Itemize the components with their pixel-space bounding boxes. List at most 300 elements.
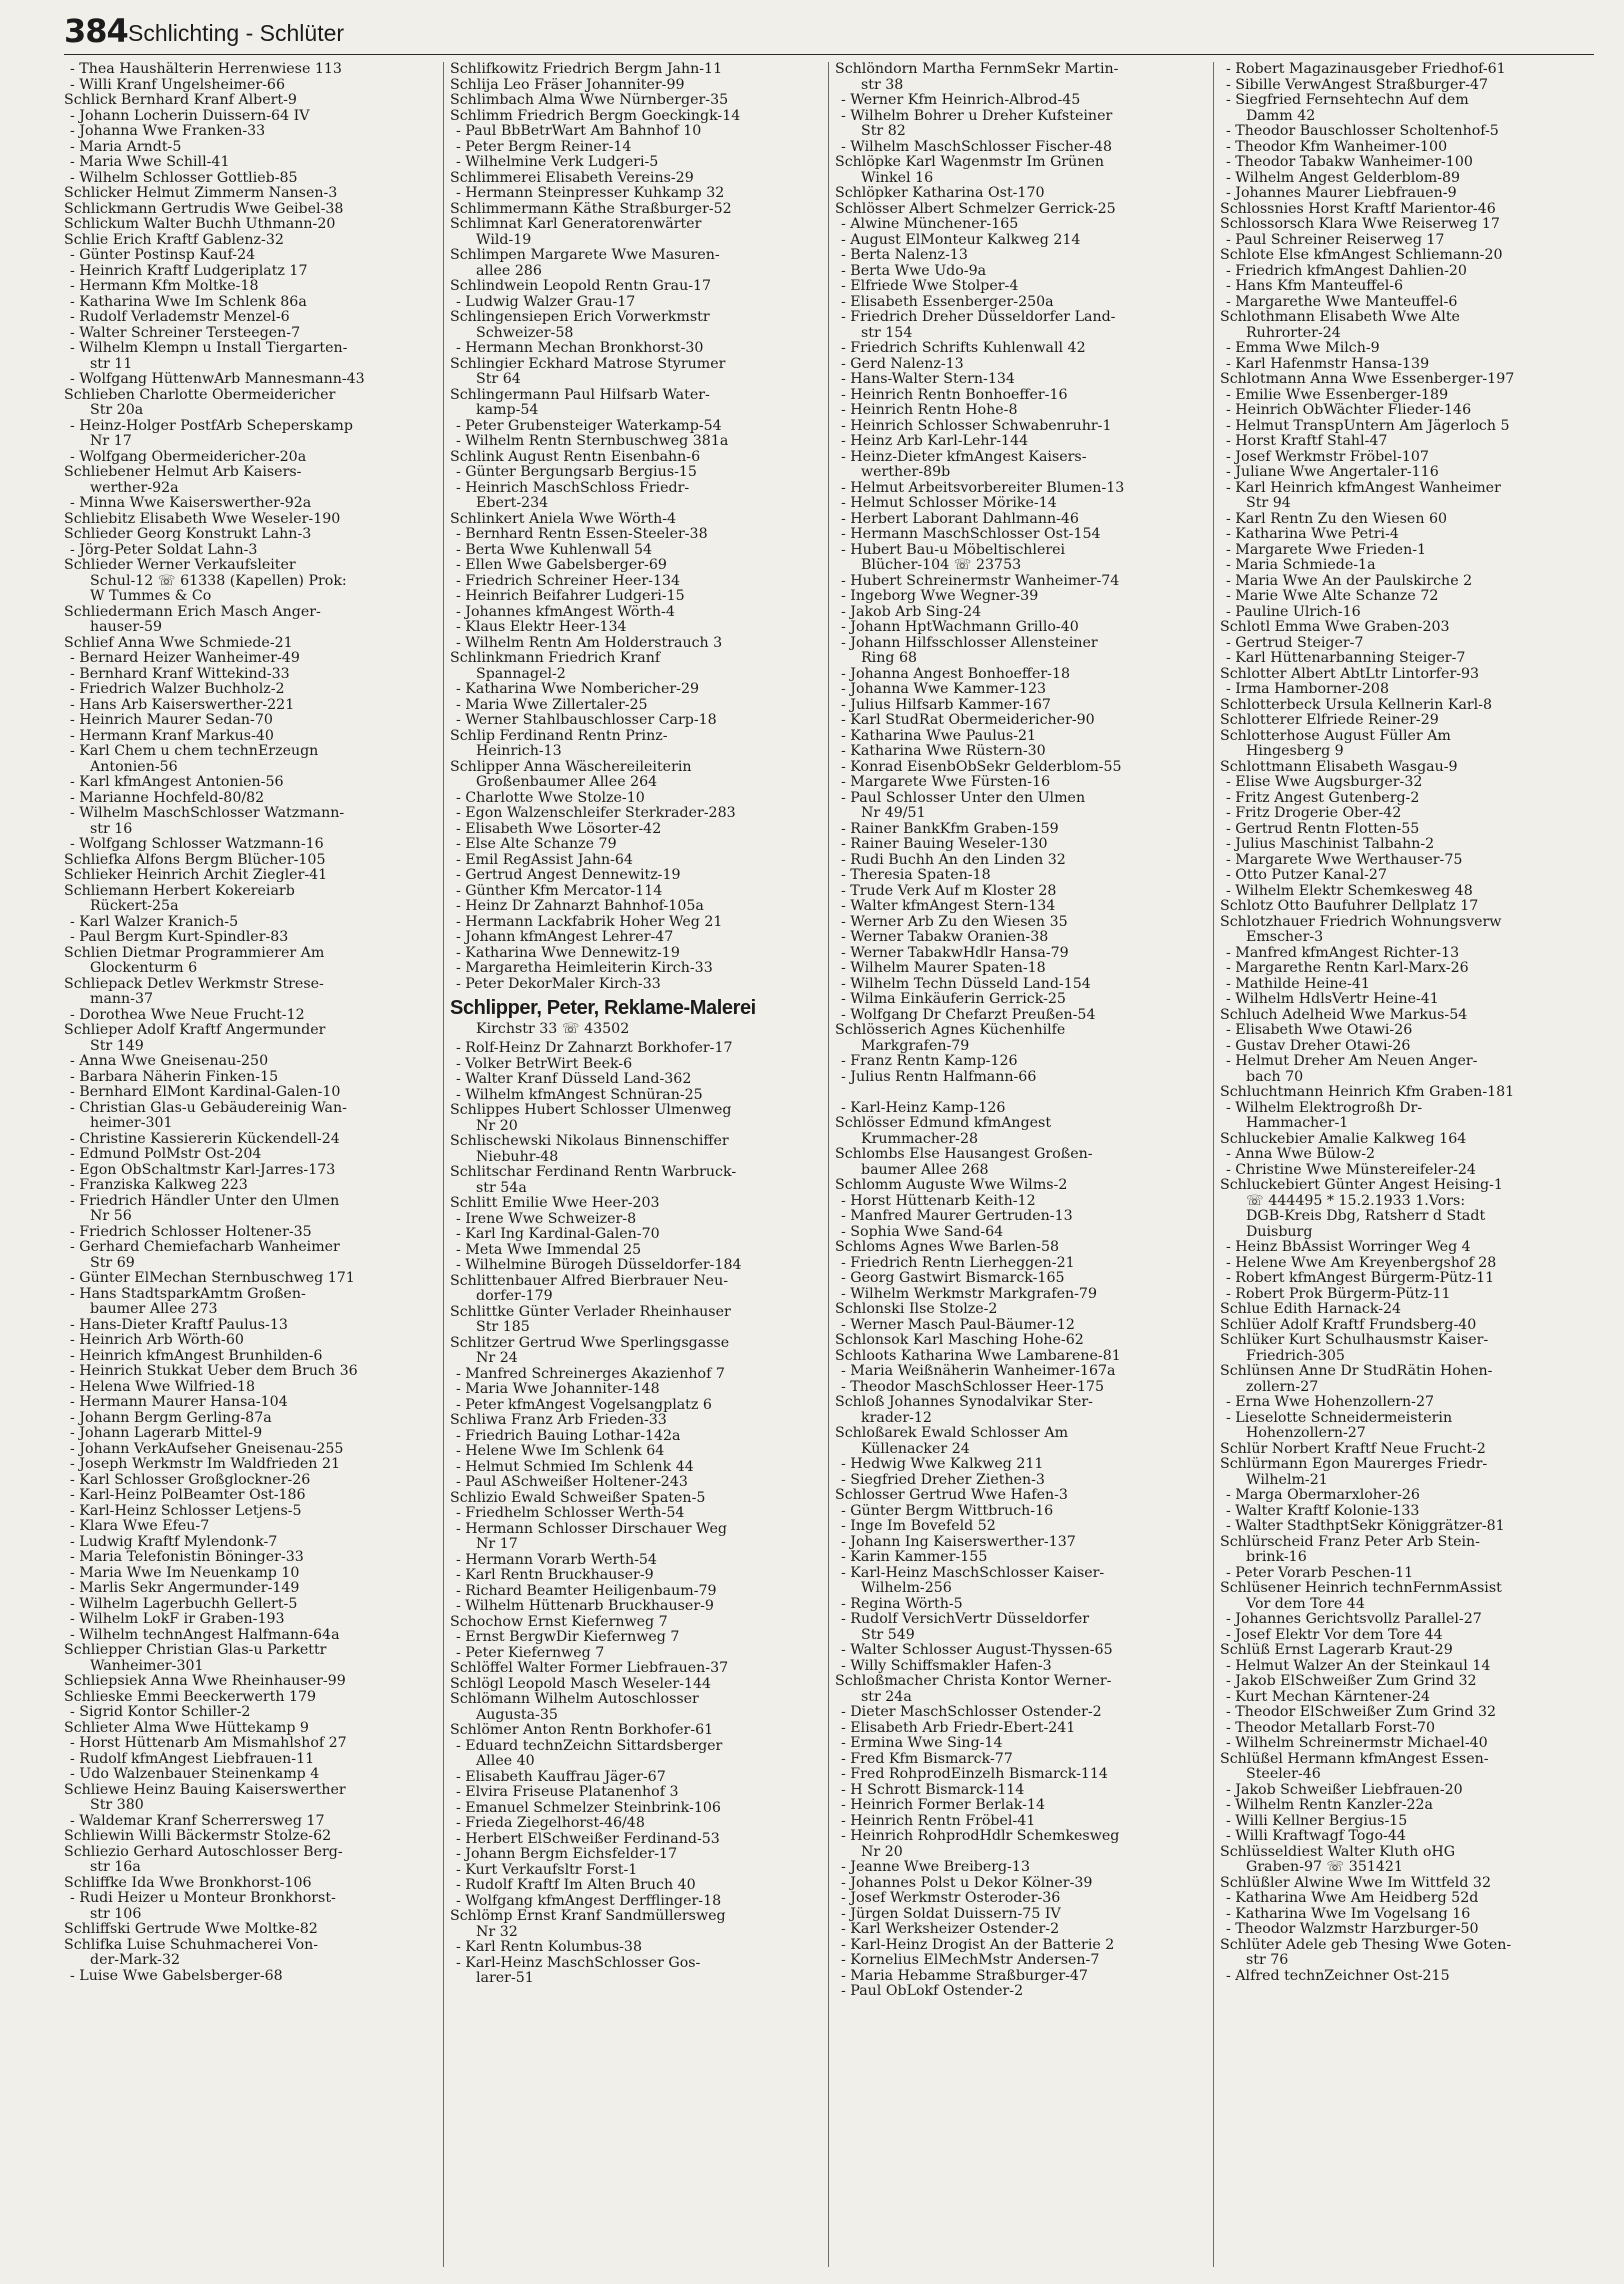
directory-entry: Schlipper Anna Wäschereileiterin	[450, 759, 692, 775]
directory-entry: Schlonsok Karl Masching Hohe-62	[835, 1333, 1084, 1348]
directory-subentry: - Maria Wwe Im Neuenkamp 10	[70, 1565, 300, 1581]
directory-entry: Schlinkmann Friedrich Kranf	[450, 651, 661, 666]
directory-entry: Schlossnies Horst Kraftf Marientor-46	[1220, 201, 1496, 217]
directory-subentry: - Hermann Schlosser Dirschauer Weg	[456, 1521, 727, 1537]
directory-subentry: - Heinrich Stukkat Ueber dem Bruch 36	[70, 1364, 358, 1379]
entry-continuation: zollern-27	[1246, 1379, 1319, 1395]
directory-subentry: - Elisabeth Wwe Lösorter-42	[456, 821, 662, 837]
entry-continuation: kamp-54	[476, 403, 539, 418]
directory-subentry: - Meta Wwe Immendal 25	[456, 1242, 642, 1258]
directory-subentry: - Waldemar Kranf Scherrersweg 17	[70, 1813, 325, 1829]
entry-continuation: Graben-97 ☏ 351421	[1246, 1860, 1403, 1875]
directory-subentry: - Inge Im Bovefeld 52	[841, 1519, 996, 1534]
page-title: Schlichting - Schlüter	[128, 20, 345, 46]
directory-subentry: - Heinrich Kraftf Ludgeriplatz 17	[70, 263, 308, 279]
directory-subentry: - Emanuel Schmelzer Steinbrink-106	[456, 1800, 721, 1816]
entry-continuation: Heinrich-13	[476, 744, 562, 759]
directory-subentry: - Werner Masch Paul-Bäumer-12	[841, 1317, 1075, 1333]
entry-continuation: Wild-19	[476, 232, 532, 248]
directory-subentry: - Rolf-Heinz Dr Zahnarzt Borkhofer-17	[456, 1041, 733, 1056]
column-2	[443, 62, 828, 2267]
directory-entry: Schlüßel Hermann kfmAngest Essen-	[1220, 1751, 1489, 1767]
directory-subentry: - Helene Wwe Am Kreyenbergshof 28	[1226, 1255, 1497, 1271]
directory-subentry: - Anna Wwe Bülow-2	[1226, 1147, 1376, 1162]
directory-subentry: - Günter ElMechan Sternbuschweg 171	[70, 1271, 355, 1286]
entry-continuation: Nr 49/51	[861, 806, 926, 821]
directory-subentry: - Hermann Kfm Moltke-18	[70, 279, 259, 294]
entry-continuation: DGB-Kreis Dbg, Ratsherr d Stadt	[1246, 1209, 1486, 1224]
directory-subentry: - Karl StudRat Obermeidericher-90	[841, 713, 1095, 728]
directory-subentry: - Mathilde Heine-41	[1226, 976, 1370, 992]
directory-subentry: - Gertrud Steiger-7	[1226, 635, 1364, 651]
directory-entry: Schliedermann Erich Masch Anger-	[64, 604, 321, 620]
directory-subentry: - Hans Arb Kaiserswerther-221	[70, 697, 295, 713]
directory-subentry: - Wilhelm Rentn Sternbuschweg 381a	[456, 434, 729, 449]
directory-subentry: - Johannes Gerichtsvollz Parallel-27	[1226, 1612, 1482, 1627]
entry-continuation: str 76	[1246, 1953, 1289, 1968]
directory-subentry: - Elise Wwe Augsburger-32	[1226, 775, 1423, 790]
directory-subentry: - Rudolf VersichVertr Düsseldorfer	[841, 1612, 1090, 1627]
directory-subentry: - Karl-Heinz Schlosser Letjens-5	[70, 1503, 302, 1519]
directory-subentry: - Maria Hebamme Straßburger-47	[841, 1968, 1088, 1984]
directory-entry: Schlieter Alma Wwe Hüttekamp 9	[64, 1720, 309, 1736]
directory-subentry: - Friedrich kfmAngest Dahlien-20	[1226, 263, 1467, 279]
directory-entry: Schlote Else kfmAngest Schliemann-20	[1220, 248, 1503, 263]
directory-subentry: - Friedrich Schreiner Heer-134	[456, 573, 681, 589]
directory-entry: Schlotl Emma Wwe Graben-203	[1220, 620, 1450, 635]
directory-entry: Schlie Erich Kraftf Gablenz-32	[64, 232, 284, 248]
directory-subentry: - Karl-Heinz MaschSchlosser Kaiser-	[841, 1565, 1105, 1581]
directory-subentry: - Christine Kassiererin Kückendell-24	[70, 1131, 340, 1147]
directory-subentry: - Friedrich Dreher Düsseldorfer Land-	[841, 310, 1116, 325]
directory-subentry: - Walter Kranf Düsseld Land-362	[456, 1072, 692, 1087]
page-header	[64, 8, 1594, 55]
directory-subentry: - Heinz Arb Karl-Lehr-144	[841, 434, 1029, 449]
directory-entry: Schlüsseldiest Walter Kluth oHG	[1220, 1844, 1456, 1860]
directory-subentry: - Klara Wwe Efeu-7	[70, 1519, 210, 1534]
directory-subentry: - Lieselotte Schneidermeisterin	[1226, 1410, 1453, 1426]
directory-subentry: - Karl Chem u chem technErzeugn	[70, 744, 319, 759]
entry-continuation: Großenbaumer Allee 264	[476, 775, 658, 790]
directory-entry: Schlösser Edmund kfmAngest	[835, 1116, 1052, 1131]
directory-subentry: - Wilhelm Bohrer u Dreher Kufsteiner	[841, 108, 1113, 124]
directory-entry: Schlitzer Gertrud Wwe Sperlingsgasse	[450, 1335, 730, 1351]
directory-subentry: - Luise Wwe Gabelsberger-68	[70, 1968, 283, 1984]
directory-entry: Schliffski Gertrude Wwe Moltke-82	[64, 1922, 318, 1937]
entry-continuation: Str 380	[90, 1798, 144, 1813]
directory-subentry: - Eduard technZeichn Sittardsberger	[456, 1738, 723, 1754]
directory-subentry: - Juliane Wwe Angertaler-116	[1226, 465, 1439, 480]
directory-subentry: - Siegfried Fernsehtechn Auf dem	[1226, 93, 1469, 108]
entry-continuation: Damm 42	[1246, 108, 1316, 124]
directory-entry: Schlotterhose August Füller Am	[1220, 728, 1451, 744]
directory-subentry: - Julius Rentn Halfmann-66	[841, 1069, 1037, 1085]
directory-entry: Schloß Johannes Synodalvikar Ster-	[835, 1395, 1093, 1410]
directory-subentry: - Helmut Schmied Im Schlenk 44	[456, 1459, 694, 1475]
directory-subentry: - Willy Schiffsmakler Hafen-3	[841, 1658, 1052, 1674]
directory-subentry: - Karl-Heinz MaschSchlosser Gos-	[456, 1955, 701, 1971]
directory-subentry: - Paul Schreiner Reiserweg 17	[1226, 232, 1445, 248]
directory-subentry: - Bernhard ElMont Kardinal-Galen-10	[70, 1085, 341, 1100]
directory-subentry: - Katharina Wwe Petri-4	[1226, 527, 1399, 542]
directory-entry: Schlippes Hubert Schlosser Ulmenweg	[450, 1103, 732, 1118]
directory-subentry: - Richard Beamter Heiligenbaum-79	[456, 1583, 717, 1599]
business-heading: Schlipper, Peter, Reklame-Malerei	[450, 997, 756, 1019]
directory-subentry: - Gerhard Chemiefacharb Wanheimer	[70, 1240, 340, 1255]
directory-entry: Schlösserich Agnes Küchenhilfe	[835, 1023, 1066, 1038]
directory-subentry: - Regina Wörth-5	[841, 1596, 963, 1612]
entry-continuation: Str 20a	[90, 403, 144, 418]
directory-entry: Schliewe Heinz Bauing Kaiserswerther	[64, 1782, 346, 1798]
directory-subentry: - Rudolf kfmAngest Liebfrauen-11	[70, 1751, 315, 1767]
directory-subentry: - Maria Wwe Zillertaler-25	[456, 697, 648, 713]
directory-subentry: - Wilhelm LokF ir Graben-193	[70, 1612, 285, 1627]
entry-continuation: Winkel 16	[861, 170, 934, 186]
directory-subentry: - Friedrich Walzer Buchholz-2	[70, 682, 285, 697]
directory-subentry: - Marga Obermarxloher-26	[1226, 1488, 1420, 1503]
directory-subentry: - Anna Wwe Gneisenau-250	[70, 1054, 269, 1069]
directory-subentry: - Theodor Kfm Wanheimer-100	[1226, 139, 1448, 155]
entry-continuation: str 11	[90, 356, 133, 372]
directory-subentry: - Fred RohprodEinzelh Bismarck-114	[841, 1767, 1108, 1782]
directory-subentry: - Jeanne Wwe Breiberg-13	[841, 1860, 1030, 1875]
entry-continuation: Str 185	[476, 1320, 530, 1335]
directory-entry: Schlürmann Egon Maurerges Friedr-	[1220, 1457, 1488, 1472]
directory-subentry: - Manfred Maurer Gertruden-13	[841, 1209, 1073, 1224]
directory-subentry: - Ermina Wwe Sing-14	[841, 1736, 1003, 1751]
directory-subentry: - Margarethe Wwe Manteuffel-6	[1226, 294, 1458, 310]
directory-subentry: - Marlis Sekr Angermunder-149	[70, 1581, 300, 1596]
directory-entry: Schlotterbeck Ursula Kellnerin Karl-8	[1220, 697, 1493, 713]
entry-continuation: Krummacher-28	[861, 1131, 978, 1147]
entry-continuation: Nr 17	[476, 1537, 518, 1552]
directory-subentry: - Karl Heinrich kfmAngest Wanheimer	[1226, 480, 1501, 496]
directory-entry: Schlonski Ilse Stolze-2	[835, 1302, 998, 1317]
directory-subentry: - Werner Tabakw Oranien-38	[841, 930, 1049, 945]
entry-continuation: Rückert-25a	[90, 899, 179, 914]
directory-entry: Schlischewski Nikolaus Binnenschiffer	[450, 1134, 729, 1149]
directory-subentry: - Margarete Wwe Frieden-1	[1226, 542, 1427, 558]
entry-continuation: hauser-59	[90, 620, 163, 635]
directory-subentry: - Peter kfmAngest Vogelsangplatz 6	[456, 1397, 712, 1413]
directory-subentry: - Fritz Angest Gutenberg-2	[1226, 790, 1420, 806]
directory-entry: Schliebitz Elisabeth Wwe Weseler-190	[64, 511, 341, 527]
directory-entry: Schlingensiepen Erich Vorwerkmstr	[450, 310, 710, 325]
entry-continuation: Duisburg	[1246, 1224, 1313, 1240]
directory-subentry: - Wilhelm Techn Düsseld Land-154	[841, 976, 1091, 992]
directory-entry: Schlieben Charlotte Obermeidericher	[64, 387, 336, 403]
directory-entry: Schlüer Adolf Kraftf Frundsberg-40	[1220, 1317, 1477, 1333]
directory-subentry: - Josef Elektr Vor dem Tore 44	[1226, 1627, 1443, 1643]
entry-continuation: str 154	[861, 325, 913, 341]
directory-entry: Schlink August Rentn Eisenbahn-6	[450, 449, 701, 465]
directory-entry: Schliewin Willi Bäckermstr Stolze-62	[64, 1829, 332, 1844]
directory-subentry: - Franziska Kalkweg 223	[70, 1178, 248, 1193]
directory-subentry: - Charlotte Wwe Stolze-10	[456, 790, 645, 806]
directory-entry: Schlomm Auguste Wwe Wilms-2	[835, 1178, 1068, 1193]
entry-continuation: Schweizer-58	[476, 325, 574, 341]
directory-entry: Schlösser Albert Schmelzer Gerrick-25	[835, 201, 1116, 217]
directory-columns	[58, 62, 1598, 2267]
directory-subentry: - Irene Wwe Schweizer-8	[456, 1211, 637, 1227]
directory-subentry: - Elfriede Wwe Stolper-4	[841, 279, 1019, 294]
directory-subentry: - Johann VerkAufseher Gneisenau-255	[70, 1441, 344, 1457]
directory-entry: Schlue Edith Harnack-24	[1220, 1302, 1402, 1317]
directory-subentry: - Margaretha Heimleiterin Kirch-33	[456, 961, 713, 976]
directory-entry: Schlögl Leopold Masch Weseler-144	[450, 1676, 712, 1692]
directory-subentry: - Karl Hüttenarbanning Steiger-7	[1226, 651, 1466, 666]
directory-subentry: - Hans StadtsparkAmtm Großen-	[70, 1286, 306, 1302]
directory-subentry: - Minna Wwe Kaiserswerther-92a	[70, 496, 312, 511]
directory-entry: Schlitt Emilie Wwe Heer-203	[450, 1196, 660, 1211]
entry-continuation: Str 82	[861, 124, 906, 139]
directory-subentry: - Heinrich Beifahrer Ludgeri-15	[456, 589, 685, 604]
page-number: 384	[64, 12, 128, 50]
entry-continuation: Ring 68	[861, 651, 918, 666]
directory-subentry: - Kurt Mechan Kärntener-24	[1226, 1689, 1431, 1705]
directory-entry: Schlieder Georg Konstrukt Lahn-3	[64, 527, 312, 542]
directory-subentry: - Paul ObLokf Ostender-2	[841, 1984, 1024, 1999]
entry-continuation: Blücher-104 ☏ 23753	[861, 558, 1022, 573]
directory-subentry: - Hans-Dieter Kraftf Paulus-13	[70, 1317, 288, 1333]
directory-subentry: - Friedrich Schlosser Holtener-35	[70, 1224, 312, 1240]
directory-subentry: - Egon Walzenschleifer Sterkrader-283	[456, 806, 736, 821]
directory-entry: Schlief Anna Wwe Schmiede-21	[64, 635, 293, 651]
directory-subentry: - Rudolf Kraftf Im Alten Bruch 40	[456, 1878, 696, 1893]
directory-subentry: - Wilma Einkäuferin Gerrick-25	[841, 992, 1066, 1007]
directory-entry: Schliwa Franz Arb Frieden-33	[450, 1413, 667, 1428]
directory-subentry: - Udo Walzenbauer Steinenkamp 4	[70, 1767, 320, 1782]
directory-subentry: - Hedwig Wwe Kalkweg 211	[841, 1457, 1044, 1472]
directory-subentry: - Theodor Walzmstr Harzburger-50	[1226, 1922, 1479, 1937]
entry-continuation: heimer-301	[90, 1116, 173, 1131]
directory-entry: Schliepsiek Anna Wwe Rheinhauser-99	[64, 1674, 346, 1689]
directory-entry: Schlieker Heinrich Archit Ziegler-41	[64, 868, 328, 883]
entry-continuation: brink-16	[1246, 1550, 1307, 1565]
directory-subentry: - Theodor Bauschlosser Scholtenhof-5	[1226, 124, 1499, 139]
directory-subentry: - Wilhelm MaschSchlosser Fischer-48	[841, 139, 1112, 155]
directory-subentry: - Elvira Friseuse Platanenhof 3	[456, 1785, 679, 1800]
entry-continuation: larer-51	[476, 1971, 534, 1986]
directory-subentry: - Peter Kiefernweg 7	[456, 1645, 605, 1661]
column-4	[1213, 62, 1598, 2267]
directory-entry: Schliepack Detlev Werkmstr Strese-	[64, 976, 324, 992]
directory-subentry: - Wilhelm kfmAngest Schnüran-25	[456, 1087, 703, 1103]
directory-entry: Schloms Agnes Wwe Barlen-58	[835, 1240, 1059, 1255]
directory-subentry: - Heinz Dr Zahnarzt Bahnhof-105a	[456, 899, 704, 914]
directory-entry: Schlotz Otto Baufuhrer Dellplatz 17	[1220, 899, 1479, 914]
directory-subentry: - Jürgen Soldat Duissern-75 IV	[841, 1906, 1061, 1922]
directory-subentry: - Wilhelm technAngest Halfmann-64a	[70, 1627, 340, 1643]
entry-continuation: str 54a	[476, 1180, 527, 1196]
directory-entry: Schlingier Eckhard Matrose Styrumer	[450, 356, 726, 372]
directory-subentry: - Marie Wwe Alte Schanze 72	[1226, 589, 1439, 604]
directory-entry: Schlünsen Anne Dr StudRätin Hohen-	[1220, 1364, 1493, 1379]
directory-entry: Schlüsener Heinrich technFernmAssist	[1220, 1581, 1502, 1596]
directory-subentry: - Willi Kellner Bergius-15	[1226, 1813, 1408, 1829]
directory-subentry: - Johanna Angest Bonhoeffer-18	[841, 666, 1071, 682]
directory-subentry: - Heinrich Schlosser Schwabenruhr-1	[841, 418, 1112, 434]
entry-continuation: Schul-12 ☏ 61338 (Kapellen) Prok:	[90, 573, 347, 589]
directory-entry: Schlotterer Elfriede Reiner-29	[1220, 713, 1439, 728]
directory-entry: Schlifkowitz Friedrich Bergm Jahn-11	[450, 62, 723, 77]
directory-subentry: - Hermann Lackfabrik Hoher Weg 21	[456, 914, 723, 930]
directory-subentry: - Werner TabakwHdlr Hansa-79	[841, 945, 1069, 961]
directory-subentry: - Wilhelm HdlsVertr Heine-41	[1226, 992, 1439, 1007]
directory-subentry: - Wilhelm Rentn Kanzler-22a	[1226, 1798, 1434, 1813]
directory-subentry: - Ellen Wwe Gabelsberger-69	[456, 558, 667, 573]
directory-subentry: - Paul BbBetrWart Am Bahnhof 10	[456, 124, 702, 139]
directory-subentry: - Heinrich Rentn Bonhoeffer-16	[841, 387, 1068, 403]
directory-subentry: - Rainer Bauing Weseler-130	[841, 837, 1048, 852]
directory-subentry: - Dorothea Wwe Neue Frucht-12	[70, 1007, 305, 1023]
directory-subentry: - Christine Wwe Münstereifeler-24	[1226, 1162, 1476, 1178]
directory-entry: Schluch Adelheid Wwe Markus-54	[1220, 1007, 1468, 1023]
directory-subentry: - Sibille VerwAngest Straßburger-47	[1226, 77, 1489, 93]
directory-subentry: - Katharina Wwe Im Schlenk 86a	[70, 294, 307, 310]
directory-entry: Schlieder Werner Verkaufsleiter	[64, 558, 296, 573]
entry-continuation: str 16	[90, 821, 133, 837]
directory-entry: Schluckebiert Günter Angest Heising-1	[1220, 1178, 1503, 1193]
directory-entry: Schloßarek Ewald Schlosser Am	[835, 1426, 1069, 1441]
entry-continuation: Ebert-234	[476, 496, 549, 511]
directory-subentry: - Julius Hilfsarb Kammer-167	[841, 697, 1051, 713]
directory-subentry: - Else Alte Schanze 79	[456, 837, 617, 852]
directory-subentry: - Heinrich Maurer Sedan-70	[70, 713, 273, 728]
entry-continuation: Spannagel-2	[476, 666, 566, 682]
directory-subentry: - Paul Bergm Kurt-Spindler-83	[70, 930, 289, 945]
directory-entry: Schlimnat Karl Generatorenwärter	[450, 217, 702, 232]
directory-subentry: - Berta Nalenz-13	[841, 248, 968, 263]
entry-continuation: Ruhrorter-24	[1246, 325, 1341, 341]
entry-continuation: bach 70	[1246, 1069, 1304, 1085]
entry-continuation: mann-37	[90, 992, 154, 1007]
directory-subentry: - Karl Werksheizer Ostender-2	[841, 1922, 1060, 1937]
directory-subentry: - August ElMonteur Kalkweg 214	[841, 232, 1081, 248]
directory-subentry: - Karl Schlosser Großglockner-26	[70, 1472, 311, 1488]
directory-subentry: - Wolfgang Dr Chefarzt Preußen-54	[841, 1007, 1096, 1023]
entry-continuation: allee 286	[476, 263, 542, 279]
directory-subentry: - Otto Putzer Kanal-27	[1226, 868, 1387, 883]
entry-continuation: Antonien-56	[90, 759, 178, 775]
directory-entry: Schlöndorn Martha FernmSekr Martin-	[835, 62, 1119, 77]
directory-subentry: - Hermann Kranf Markus-40	[70, 728, 274, 744]
entry-continuation: Emscher-3	[1246, 930, 1324, 945]
directory-subentry: - Heinrich Arb Wörth-60	[70, 1333, 244, 1348]
directory-subentry: - Fritz Drogerie Ober-42	[1226, 806, 1402, 821]
directory-subentry: - Walter Kraftf Kolonie-133	[1226, 1503, 1420, 1519]
directory-subentry: - Hermann Mechan Bronkhorst-30	[456, 341, 704, 356]
column-3	[828, 62, 1213, 2267]
directory-subentry: - Frieda Ziegelhorst-46/48	[456, 1816, 645, 1831]
directory-subentry: - Helmut Schlosser Mörike-14	[841, 496, 1057, 511]
directory-entry: Schlimm Friedrich Bergm Goeckingk-14	[450, 108, 741, 124]
directory-subentry: - Peter Grubensteiger Waterkamp-54	[456, 418, 722, 434]
directory-subentry: - Horst Kraftf Stahl-47	[1226, 434, 1388, 449]
directory-subentry: - Emilie Wwe Essenberger-189	[1226, 387, 1449, 403]
directory-subentry: - Elisabeth Wwe Otawi-26	[1226, 1023, 1413, 1038]
directory-subentry: - Horst Hüttenarb Keith-12	[841, 1193, 1036, 1209]
directory-entry: Schlimmermann Käthe Straßburger-52	[450, 201, 732, 217]
directory-subentry: - Karl-Heinz PolBeamter Ost-186	[70, 1488, 306, 1503]
directory-subentry: - Peter DekorMaler Kirch-33	[456, 976, 661, 992]
directory-entry: Schliemann Herbert Kokereiarb	[64, 883, 295, 899]
entry-continuation: Niebuhr-48	[476, 1149, 559, 1165]
directory-subentry: - Friedrich Schrifts Kuhlenwall 42	[841, 341, 1086, 356]
directory-subentry: - Hans-Walter Stern-134	[841, 372, 1015, 387]
directory-subentry: - Wilhelmine Bürogeh Düsseldorfer-184	[456, 1258, 742, 1273]
directory-entry: Schlotter Albert AbtLtr Lintorfer-93	[1220, 666, 1480, 682]
directory-entry: Schlifka Luise Schuhmacherei Von-	[64, 1937, 319, 1953]
entry-continuation: Nr 20	[861, 1844, 903, 1860]
directory-entry: Schlottmann Elisabeth Wasgau-9	[1220, 759, 1458, 775]
directory-subentry: - Johannes kfmAngest Wörth-4	[456, 604, 675, 620]
directory-entry: Schluckebier Amalie Kalkweg 164	[1220, 1131, 1467, 1147]
directory-subentry: - Robert Prok Bürgerm-Pütz-11	[1226, 1286, 1451, 1302]
directory-subentry: - Paul ASchweißer Holtener-243	[456, 1475, 688, 1490]
directory-subentry: - Theodor MaschSchlosser Heer-175	[841, 1379, 1105, 1395]
directory-subentry: - Theodor Tabakw Wanheimer-100	[1226, 155, 1473, 170]
directory-entry: Schlinkert Aniela Wwe Wörth-4	[450, 511, 677, 527]
directory-subentry: - Helena Wwe Wilfried-18	[70, 1379, 256, 1395]
directory-subentry: - Karl Ing Kardinal-Galen-70	[456, 1227, 660, 1242]
directory-entry: Schlija Leo Fräser Johanniter-99	[450, 77, 685, 93]
directory-subentry: - Josef Werkmstr Fröbel-107	[1226, 449, 1429, 465]
directory-subentry: - Elisabeth Arb Friedr-Ebert-241	[841, 1720, 1076, 1736]
directory-subentry: - Maria Wwe Johanniter-148	[456, 1382, 660, 1397]
directory-entry: Schlüßler Alwine Wwe Im Wittfeld 32	[1220, 1875, 1491, 1891]
directory-entry: Schlüker Kurt Schulhausmstr Kaiser-	[1220, 1333, 1489, 1348]
entry-continuation: Wanheimer-301	[90, 1658, 204, 1674]
directory-subentry: - Wilhelm Elektr Schemkesweg 48	[1226, 883, 1473, 899]
directory-subentry: - Margarethe Rentn Karl-Marx-26	[1226, 961, 1469, 976]
directory-subentry: - Katharina Wwe Rüstern-30	[841, 744, 1046, 759]
directory-subentry: - Wilhelm MaschSchlosser Watzmann-	[70, 806, 345, 821]
directory-entry: Schlürscheid Franz Peter Arb Stein-	[1220, 1534, 1480, 1550]
directory-entry: Schochow Ernst Kiefernweg 7	[450, 1614, 668, 1630]
directory-subentry: - Jakob Arb Sing-24	[841, 604, 982, 620]
directory-entry: Schlöpker Katharina Ost-170	[835, 186, 1045, 201]
directory-entry: Schlöpke Karl Wagenmstr Im Grünen	[835, 155, 1104, 170]
directory-entry: Schlingermann Paul Hilfsarb Water-	[450, 387, 710, 403]
directory-entry: Schlömp Ernst Kranf Sandmüllersweg	[450, 1909, 726, 1924]
directory-subentry: - Wolfgang kfmAngest Derfflinger-18	[456, 1893, 722, 1909]
directory-subentry: - Willi Kraftwagf Togo-44	[1226, 1829, 1406, 1844]
directory-entry: Schlimmerei Elisabeth Vereins-29	[450, 170, 694, 186]
directory-subentry: - Dieter MaschSchlosser Ostender-2	[841, 1705, 1102, 1720]
entry-continuation: Wilhelm-256	[861, 1581, 952, 1596]
entry-continuation: Str 549	[861, 1627, 915, 1643]
directory-subentry: - Johann Lagerarb Mittel-9	[70, 1426, 263, 1441]
directory-subentry: - Thea Haushälterin Herrenwiese 113	[70, 62, 342, 77]
directory-subentry: - Egon ObSchaltmstr Karl-Jarres-173	[70, 1162, 336, 1178]
directory-subentry: - Wilhelm Rentn Am Holderstrauch 3	[456, 635, 723, 651]
entry-continuation: baumer Allee 273	[90, 1302, 218, 1317]
directory-entry: Schlizio Ewald Schweißer Spaten-5	[450, 1490, 706, 1506]
directory-subentry: - Christian Glas-u Gebäudereinig Wan-	[70, 1100, 347, 1116]
entry-continuation: werther-92a	[90, 480, 179, 496]
entry-continuation: W Tummes & Co	[90, 589, 212, 604]
directory-subentry: - Johannes Maurer Liebfrauen-9	[1226, 186, 1457, 201]
directory-subentry: - Robert Magazinausgeber Friedhof-61	[1226, 62, 1506, 77]
directory-subentry: - Berta Wwe Kuhlenwall 54	[456, 542, 653, 558]
directory-entry: Schlöffel Walter Former Liebfrauen-37	[450, 1661, 729, 1676]
directory-subentry: - Karin Kammer-155	[841, 1550, 988, 1565]
directory-subentry: - Rudi Heizer u Monteur Bronkhorst-	[70, 1891, 336, 1906]
entry-continuation: dorfer-179	[476, 1289, 553, 1304]
directory-subentry: - Berta Wwe Udo-9a	[841, 263, 987, 279]
directory-subentry: - Katharina Wwe Am Heidberg 52d	[1226, 1891, 1479, 1906]
